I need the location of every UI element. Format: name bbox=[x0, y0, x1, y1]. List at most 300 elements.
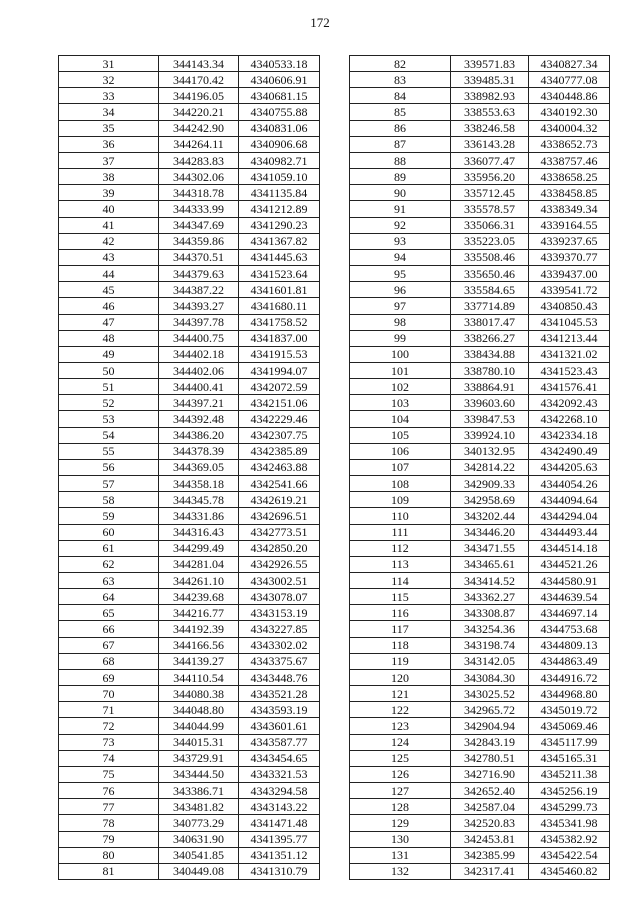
table-row bbox=[350, 815, 610, 831]
x-coordinate-cell: 344048.80 bbox=[159, 702, 239, 718]
y-coordinate-cell: 4344205.63 bbox=[529, 459, 610, 475]
x-coordinate-cell: 343386.71 bbox=[159, 783, 239, 799]
y-coordinate-cell: 4345460.82 bbox=[529, 863, 610, 879]
point-number-cell: 96 bbox=[350, 282, 451, 298]
point-number-cell: 58 bbox=[59, 492, 159, 508]
x-coordinate-cell: 344393.27 bbox=[159, 298, 239, 314]
x-coordinate-cell: 335508.46 bbox=[451, 249, 529, 265]
point-number-cell: 125 bbox=[350, 750, 451, 766]
y-coordinate-cell: 4344054.26 bbox=[529, 476, 610, 492]
x-coordinate-cell: 344402.06 bbox=[159, 362, 239, 378]
point-number-cell: 38 bbox=[59, 169, 159, 185]
point-number-cell: 55 bbox=[59, 443, 159, 459]
point-number-cell: 98 bbox=[350, 314, 451, 330]
point-number-cell: 71 bbox=[59, 702, 159, 718]
point-number-cell: 52 bbox=[59, 395, 159, 411]
x-coordinate-cell: 342652.40 bbox=[451, 783, 529, 799]
y-coordinate-cell: 4343002.51 bbox=[239, 573, 320, 589]
point-number-cell: 51 bbox=[59, 379, 159, 395]
point-number-cell: 37 bbox=[59, 152, 159, 168]
y-coordinate-cell: 4340606.91 bbox=[239, 72, 320, 88]
point-number-cell: 76 bbox=[59, 783, 159, 799]
y-coordinate-cell: 4341290.23 bbox=[239, 217, 320, 233]
x-coordinate-cell: 343465.61 bbox=[451, 556, 529, 572]
point-number-cell: 94 bbox=[350, 249, 451, 265]
x-coordinate-cell: 344196.05 bbox=[159, 88, 239, 104]
y-coordinate-cell: 4343227.85 bbox=[239, 621, 320, 637]
point-number-cell: 53 bbox=[59, 411, 159, 427]
point-number-cell: 66 bbox=[59, 621, 159, 637]
x-coordinate-cell: 340449.08 bbox=[159, 863, 239, 879]
table-row bbox=[350, 524, 610, 540]
y-coordinate-cell: 4338757.46 bbox=[529, 152, 610, 168]
coordinates-table-left bbox=[58, 55, 320, 880]
point-number-cell: 116 bbox=[350, 605, 451, 621]
y-coordinate-cell: 4343521.28 bbox=[239, 686, 320, 702]
y-coordinate-cell: 4342092.43 bbox=[529, 395, 610, 411]
table-row bbox=[59, 686, 320, 702]
page-number: 172 bbox=[310, 15, 330, 30]
table-row bbox=[59, 104, 320, 120]
y-coordinate-cell: 4344968.80 bbox=[529, 686, 610, 702]
table-row bbox=[350, 185, 610, 201]
x-coordinate-cell: 344333.99 bbox=[159, 201, 239, 217]
point-number-cell: 32 bbox=[59, 72, 159, 88]
y-coordinate-cell: 4341135.84 bbox=[239, 185, 320, 201]
x-coordinate-cell: 335584.65 bbox=[451, 282, 529, 298]
x-coordinate-cell: 339571.83 bbox=[451, 56, 529, 72]
x-coordinate-cell: 344080.38 bbox=[159, 686, 239, 702]
table-row bbox=[59, 72, 320, 88]
point-number-cell: 59 bbox=[59, 508, 159, 524]
x-coordinate-cell: 343308.87 bbox=[451, 605, 529, 621]
x-coordinate-cell: 344264.11 bbox=[159, 136, 239, 152]
point-number-cell: 105 bbox=[350, 427, 451, 443]
point-number-cell: 127 bbox=[350, 783, 451, 799]
x-coordinate-cell: 342587.04 bbox=[451, 799, 529, 815]
x-coordinate-cell: 342780.51 bbox=[451, 750, 529, 766]
x-coordinate-cell: 344359.86 bbox=[159, 233, 239, 249]
x-coordinate-cell: 343446.20 bbox=[451, 524, 529, 540]
table-row bbox=[59, 282, 320, 298]
table-row bbox=[350, 573, 610, 589]
table-row bbox=[59, 379, 320, 395]
x-coordinate-cell: 344192.39 bbox=[159, 621, 239, 637]
y-coordinate-cell: 4345299.73 bbox=[529, 799, 610, 815]
y-coordinate-cell: 4341395.77 bbox=[239, 831, 320, 847]
point-number-cell: 89 bbox=[350, 169, 451, 185]
table-row bbox=[59, 669, 320, 685]
x-coordinate-cell: 344170.42 bbox=[159, 72, 239, 88]
x-coordinate-cell: 344015.31 bbox=[159, 734, 239, 750]
coordinates-table-right bbox=[349, 55, 610, 880]
table-row bbox=[59, 653, 320, 669]
y-coordinate-cell: 4340831.06 bbox=[239, 120, 320, 136]
x-coordinate-cell: 339603.60 bbox=[451, 395, 529, 411]
table-row bbox=[59, 508, 320, 524]
table-row bbox=[350, 201, 610, 217]
point-number-cell: 54 bbox=[59, 427, 159, 443]
y-coordinate-cell: 4339237.65 bbox=[529, 233, 610, 249]
table-row bbox=[350, 702, 610, 718]
x-coordinate-cell: 342520.83 bbox=[451, 815, 529, 831]
point-number-cell: 61 bbox=[59, 540, 159, 556]
y-coordinate-cell: 4341212.89 bbox=[239, 201, 320, 217]
x-coordinate-cell: 344402.18 bbox=[159, 346, 239, 362]
table-row bbox=[350, 459, 610, 475]
x-coordinate-cell: 342958.69 bbox=[451, 492, 529, 508]
x-coordinate-cell: 342385.99 bbox=[451, 847, 529, 863]
x-coordinate-cell: 344316.43 bbox=[159, 524, 239, 540]
y-coordinate-cell: 4343454.65 bbox=[239, 750, 320, 766]
table-row bbox=[59, 427, 320, 443]
x-coordinate-cell: 342909.33 bbox=[451, 476, 529, 492]
y-coordinate-cell: 4343587.77 bbox=[239, 734, 320, 750]
y-coordinate-cell: 4345069.46 bbox=[529, 718, 610, 734]
x-coordinate-cell: 338982.93 bbox=[451, 88, 529, 104]
y-coordinate-cell: 4340192.30 bbox=[529, 104, 610, 120]
point-number-cell: 68 bbox=[59, 653, 159, 669]
y-coordinate-cell: 4344697.14 bbox=[529, 605, 610, 621]
table-row bbox=[59, 783, 320, 799]
x-coordinate-cell: 342843.19 bbox=[451, 734, 529, 750]
table-row bbox=[350, 783, 610, 799]
x-coordinate-cell: 344392.48 bbox=[159, 411, 239, 427]
table-row bbox=[350, 72, 610, 88]
point-number-cell: 46 bbox=[59, 298, 159, 314]
point-number-cell: 86 bbox=[350, 120, 451, 136]
y-coordinate-cell: 4343601.61 bbox=[239, 718, 320, 734]
y-coordinate-cell: 4339164.55 bbox=[529, 217, 610, 233]
y-coordinate-cell: 4343593.19 bbox=[239, 702, 320, 718]
point-number-cell: 110 bbox=[350, 508, 451, 524]
x-coordinate-cell: 335066.31 bbox=[451, 217, 529, 233]
y-coordinate-cell: 4341367.82 bbox=[239, 233, 320, 249]
y-coordinate-cell: 4342696.51 bbox=[239, 508, 320, 524]
y-coordinate-cell: 4340850.43 bbox=[529, 298, 610, 314]
x-coordinate-cell: 344387.22 bbox=[159, 282, 239, 298]
y-coordinate-cell: 4345341.98 bbox=[529, 815, 610, 831]
y-coordinate-cell: 4341758.52 bbox=[239, 314, 320, 330]
y-coordinate-cell: 4342151.06 bbox=[239, 395, 320, 411]
point-number-cell: 62 bbox=[59, 556, 159, 572]
x-coordinate-cell: 344347.69 bbox=[159, 217, 239, 233]
y-coordinate-cell: 4345019.72 bbox=[529, 702, 610, 718]
y-coordinate-cell: 4342926.55 bbox=[239, 556, 320, 572]
table-row bbox=[350, 492, 610, 508]
y-coordinate-cell: 4340906.68 bbox=[239, 136, 320, 152]
y-coordinate-cell: 4341523.64 bbox=[239, 266, 320, 282]
table-row bbox=[59, 185, 320, 201]
y-coordinate-cell: 4339437.00 bbox=[529, 266, 610, 282]
y-coordinate-cell: 4343375.67 bbox=[239, 653, 320, 669]
point-number-cell: 122 bbox=[350, 702, 451, 718]
y-coordinate-cell: 4344809.13 bbox=[529, 637, 610, 653]
point-number-cell: 128 bbox=[350, 799, 451, 815]
point-number-cell: 101 bbox=[350, 362, 451, 378]
table-row bbox=[350, 621, 610, 637]
x-coordinate-cell: 342814.22 bbox=[451, 459, 529, 475]
table-row bbox=[59, 540, 320, 556]
y-coordinate-cell: 4341837.00 bbox=[239, 330, 320, 346]
table-row bbox=[350, 476, 610, 492]
table-row bbox=[350, 540, 610, 556]
point-number-cell: 121 bbox=[350, 686, 451, 702]
x-coordinate-cell: 344397.21 bbox=[159, 395, 239, 411]
point-number-cell: 106 bbox=[350, 443, 451, 459]
table-row bbox=[59, 799, 320, 815]
y-coordinate-cell: 4344580.91 bbox=[529, 573, 610, 589]
x-coordinate-cell: 344044.99 bbox=[159, 718, 239, 734]
table-row bbox=[350, 56, 610, 72]
x-coordinate-cell: 342904.94 bbox=[451, 718, 529, 734]
table-row bbox=[59, 88, 320, 104]
point-number-cell: 90 bbox=[350, 185, 451, 201]
x-coordinate-cell: 344283.83 bbox=[159, 152, 239, 168]
table-row bbox=[59, 362, 320, 378]
table-row bbox=[59, 621, 320, 637]
table-row bbox=[350, 734, 610, 750]
x-coordinate-cell: 344166.56 bbox=[159, 637, 239, 653]
table-row bbox=[350, 637, 610, 653]
table-row bbox=[59, 314, 320, 330]
y-coordinate-cell: 4340004.32 bbox=[529, 120, 610, 136]
y-coordinate-cell: 4343078.07 bbox=[239, 589, 320, 605]
point-number-cell: 60 bbox=[59, 524, 159, 540]
table-row bbox=[350, 395, 610, 411]
x-coordinate-cell: 339847.53 bbox=[451, 411, 529, 427]
y-coordinate-cell: 4343294.58 bbox=[239, 783, 320, 799]
table-row bbox=[350, 508, 610, 524]
x-coordinate-cell: 344216.77 bbox=[159, 605, 239, 621]
point-number-cell: 111 bbox=[350, 524, 451, 540]
point-number-cell: 132 bbox=[350, 863, 451, 879]
point-number-cell: 108 bbox=[350, 476, 451, 492]
table-row bbox=[59, 556, 320, 572]
y-coordinate-cell: 4343302.02 bbox=[239, 637, 320, 653]
x-coordinate-cell: 336143.28 bbox=[451, 136, 529, 152]
x-coordinate-cell: 343471.55 bbox=[451, 540, 529, 556]
table-row bbox=[350, 233, 610, 249]
table-row bbox=[350, 330, 610, 346]
table-row bbox=[59, 217, 320, 233]
y-coordinate-cell: 4343448.76 bbox=[239, 669, 320, 685]
table-row bbox=[59, 395, 320, 411]
point-number-cell: 117 bbox=[350, 621, 451, 637]
table-row bbox=[59, 298, 320, 314]
point-number-cell: 109 bbox=[350, 492, 451, 508]
table-row bbox=[350, 831, 610, 847]
x-coordinate-cell: 342453.81 bbox=[451, 831, 529, 847]
y-coordinate-cell: 4340533.18 bbox=[239, 56, 320, 72]
table-row bbox=[59, 233, 320, 249]
point-number-cell: 83 bbox=[350, 72, 451, 88]
point-number-cell: 130 bbox=[350, 831, 451, 847]
y-coordinate-cell: 4344493.44 bbox=[529, 524, 610, 540]
x-coordinate-cell: 343729.91 bbox=[159, 750, 239, 766]
y-coordinate-cell: 4341994.07 bbox=[239, 362, 320, 378]
x-coordinate-cell: 339485.31 bbox=[451, 72, 529, 88]
x-coordinate-cell: 344400.41 bbox=[159, 379, 239, 395]
y-coordinate-cell: 4342773.51 bbox=[239, 524, 320, 540]
point-number-cell: 82 bbox=[350, 56, 451, 72]
point-number-cell: 79 bbox=[59, 831, 159, 847]
point-number-cell: 47 bbox=[59, 314, 159, 330]
point-number-cell: 48 bbox=[59, 330, 159, 346]
y-coordinate-cell: 4338458.85 bbox=[529, 185, 610, 201]
table-row bbox=[59, 766, 320, 782]
x-coordinate-cell: 344369.05 bbox=[159, 459, 239, 475]
table-row bbox=[350, 799, 610, 815]
table-row bbox=[350, 266, 610, 282]
point-number-cell: 100 bbox=[350, 346, 451, 362]
x-coordinate-cell: 344358.18 bbox=[159, 476, 239, 492]
x-coordinate-cell: 344220.21 bbox=[159, 104, 239, 120]
y-coordinate-cell: 4342072.59 bbox=[239, 379, 320, 395]
x-coordinate-cell: 344302.06 bbox=[159, 169, 239, 185]
x-coordinate-cell: 335223.05 bbox=[451, 233, 529, 249]
table-row bbox=[350, 750, 610, 766]
y-coordinate-cell: 4341213.44 bbox=[529, 330, 610, 346]
y-coordinate-cell: 4344294.04 bbox=[529, 508, 610, 524]
x-coordinate-cell: 344299.49 bbox=[159, 540, 239, 556]
y-coordinate-cell: 4340755.88 bbox=[239, 104, 320, 120]
y-coordinate-cell: 4341321.02 bbox=[529, 346, 610, 362]
y-coordinate-cell: 4345256.19 bbox=[529, 783, 610, 799]
table-row bbox=[350, 605, 610, 621]
y-coordinate-cell: 4344863.49 bbox=[529, 653, 610, 669]
point-number-cell: 67 bbox=[59, 637, 159, 653]
table-row bbox=[59, 718, 320, 734]
table-row bbox=[350, 88, 610, 104]
table-row bbox=[59, 459, 320, 475]
x-coordinate-cell: 343254.36 bbox=[451, 621, 529, 637]
y-coordinate-cell: 4344916.72 bbox=[529, 669, 610, 685]
point-number-cell: 88 bbox=[350, 152, 451, 168]
x-coordinate-cell: 344110.54 bbox=[159, 669, 239, 685]
x-coordinate-cell: 335956.20 bbox=[451, 169, 529, 185]
x-coordinate-cell: 343142.05 bbox=[451, 653, 529, 669]
x-coordinate-cell: 342716.90 bbox=[451, 766, 529, 782]
point-number-cell: 65 bbox=[59, 605, 159, 621]
table-row bbox=[59, 266, 320, 282]
point-number-cell: 99 bbox=[350, 330, 451, 346]
table-row bbox=[350, 282, 610, 298]
table-row bbox=[350, 362, 610, 378]
y-coordinate-cell: 4342307.75 bbox=[239, 427, 320, 443]
x-coordinate-cell: 343202.44 bbox=[451, 508, 529, 524]
x-coordinate-cell: 338246.58 bbox=[451, 120, 529, 136]
point-number-cell: 78 bbox=[59, 815, 159, 831]
x-coordinate-cell: 339924.10 bbox=[451, 427, 529, 443]
table-row bbox=[350, 217, 610, 233]
table-row bbox=[350, 379, 610, 395]
y-coordinate-cell: 4341059.10 bbox=[239, 169, 320, 185]
x-coordinate-cell: 338434.88 bbox=[451, 346, 529, 362]
point-number-cell: 45 bbox=[59, 282, 159, 298]
y-coordinate-cell: 4338652.73 bbox=[529, 136, 610, 152]
x-coordinate-cell: 340631.90 bbox=[159, 831, 239, 847]
x-coordinate-cell: 338266.27 bbox=[451, 330, 529, 346]
y-coordinate-cell: 4341351.12 bbox=[239, 847, 320, 863]
x-coordinate-cell: 342965.72 bbox=[451, 702, 529, 718]
y-coordinate-cell: 4340448.86 bbox=[529, 88, 610, 104]
y-coordinate-cell: 4342334.18 bbox=[529, 427, 610, 443]
y-coordinate-cell: 4340777.08 bbox=[529, 72, 610, 88]
y-coordinate-cell: 4342850.20 bbox=[239, 540, 320, 556]
y-coordinate-cell: 4344639.54 bbox=[529, 589, 610, 605]
table-row bbox=[59, 589, 320, 605]
point-number-cell: 39 bbox=[59, 185, 159, 201]
table-row bbox=[350, 314, 610, 330]
y-coordinate-cell: 4341310.79 bbox=[239, 863, 320, 879]
table-row bbox=[59, 815, 320, 831]
x-coordinate-cell: 336077.47 bbox=[451, 152, 529, 168]
table-row bbox=[59, 637, 320, 653]
point-number-cell: 107 bbox=[350, 459, 451, 475]
table-row bbox=[59, 136, 320, 152]
y-coordinate-cell: 4342463.88 bbox=[239, 459, 320, 475]
x-coordinate-cell: 344400.75 bbox=[159, 330, 239, 346]
point-number-cell: 131 bbox=[350, 847, 451, 863]
table-row bbox=[59, 831, 320, 847]
y-coordinate-cell: 4342619.21 bbox=[239, 492, 320, 508]
table-row bbox=[59, 56, 320, 72]
point-number-cell: 113 bbox=[350, 556, 451, 572]
x-coordinate-cell: 342317.41 bbox=[451, 863, 529, 879]
point-number-cell: 43 bbox=[59, 249, 159, 265]
table-row bbox=[350, 863, 610, 879]
table-row bbox=[350, 686, 610, 702]
x-coordinate-cell: 344281.04 bbox=[159, 556, 239, 572]
table-row bbox=[59, 476, 320, 492]
table-row bbox=[350, 847, 610, 863]
point-number-cell: 112 bbox=[350, 540, 451, 556]
table-row bbox=[350, 136, 610, 152]
x-coordinate-cell: 343444.50 bbox=[159, 766, 239, 782]
y-coordinate-cell: 4345422.54 bbox=[529, 847, 610, 863]
table-row bbox=[350, 669, 610, 685]
y-coordinate-cell: 4340827.34 bbox=[529, 56, 610, 72]
x-coordinate-cell: 344242.90 bbox=[159, 120, 239, 136]
table-row bbox=[350, 766, 610, 782]
point-number-cell: 49 bbox=[59, 346, 159, 362]
point-number-cell: 57 bbox=[59, 476, 159, 492]
point-number-cell: 87 bbox=[350, 136, 451, 152]
point-number-cell: 34 bbox=[59, 104, 159, 120]
table-row bbox=[350, 411, 610, 427]
table-row bbox=[59, 249, 320, 265]
y-coordinate-cell: 4341915.53 bbox=[239, 346, 320, 362]
point-number-cell: 92 bbox=[350, 217, 451, 233]
x-coordinate-cell: 335578.57 bbox=[451, 201, 529, 217]
x-coordinate-cell: 335712.45 bbox=[451, 185, 529, 201]
point-number-cell: 103 bbox=[350, 395, 451, 411]
table-row bbox=[350, 427, 610, 443]
y-coordinate-cell: 4341471.48 bbox=[239, 815, 320, 831]
x-coordinate-cell: 343481.82 bbox=[159, 799, 239, 815]
point-number-cell: 41 bbox=[59, 217, 159, 233]
table-row bbox=[350, 120, 610, 136]
table-row bbox=[350, 718, 610, 734]
y-coordinate-cell: 4343153.19 bbox=[239, 605, 320, 621]
x-coordinate-cell: 344318.78 bbox=[159, 185, 239, 201]
table-row bbox=[59, 734, 320, 750]
point-number-cell: 36 bbox=[59, 136, 159, 152]
y-coordinate-cell: 4341523.43 bbox=[529, 362, 610, 378]
point-number-cell: 91 bbox=[350, 201, 451, 217]
table-row bbox=[59, 169, 320, 185]
